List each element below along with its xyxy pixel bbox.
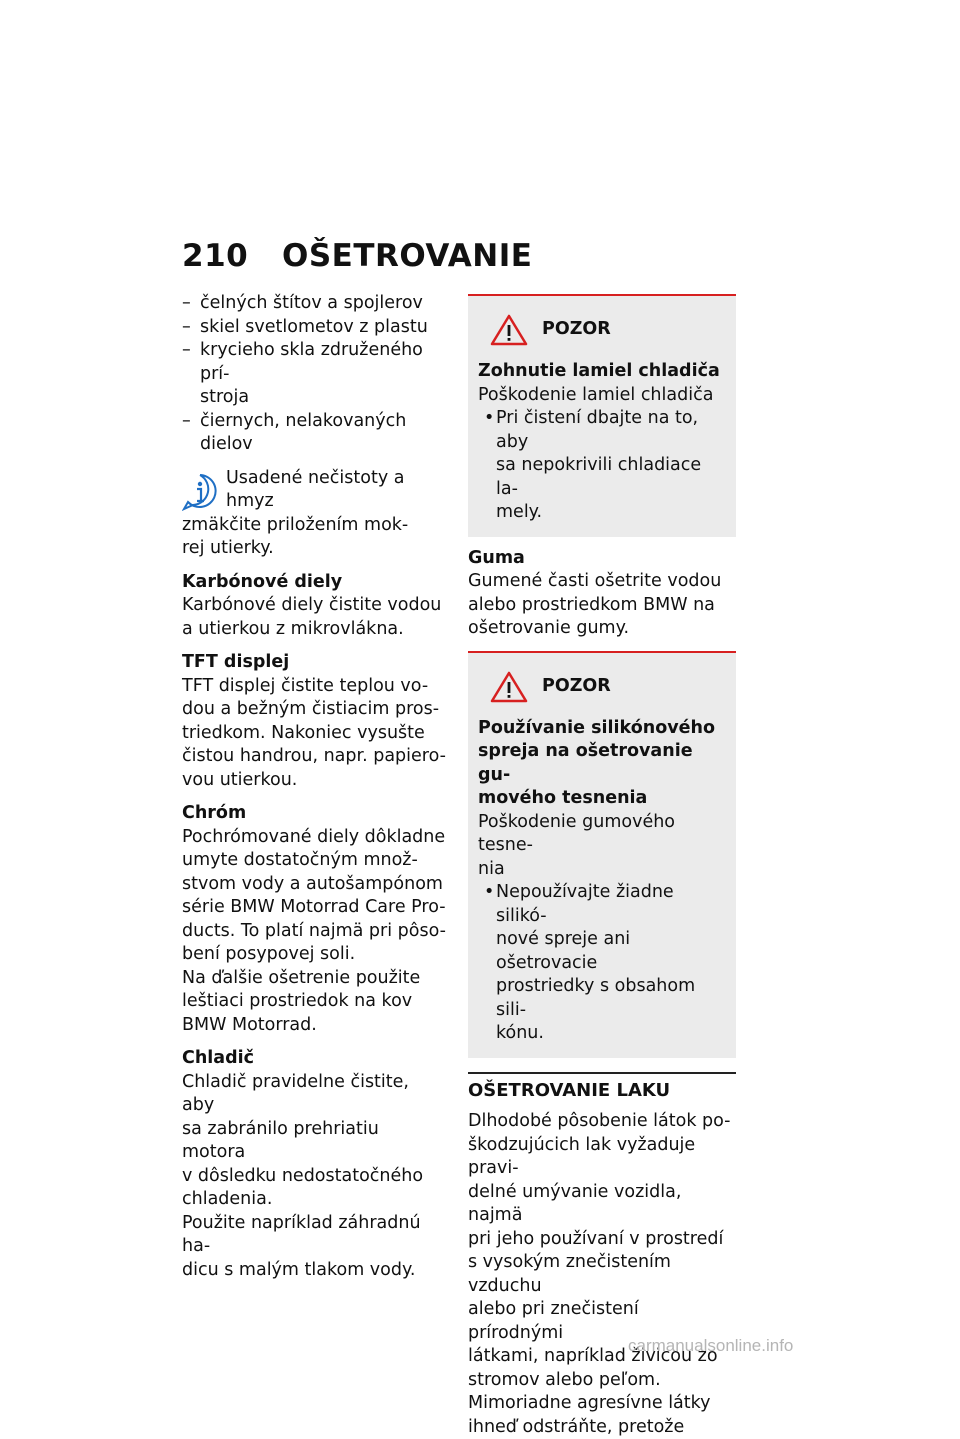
watermark: carmanualsonline.info [628, 1336, 794, 1355]
left-column: – čelných štítov a spojlerov – skiel svetlometov z plastu – krycieho skla združeného prí- stroja – čiernych, nelakovaných dielov Usadené nečistoty a hmyz zmäkčite priložením mok- rej utierky. Karbónové diely Karbónové diely čistite vodou a utierkou z mikrovlákna. TFT displej TFT displej čistite teplou vo- dou a bežným čistiacim pros- triedkom. Nakoniec vysušte čistou handrou, napr. papiero- vou utierkou. Chróm Pochrómované diely dôkladne umyte dostatočným množ- stvom vody a autošampónom série BMW Motorrad Care Pro- ducts. To platí najmä pri pôso- bení posypovej soli. Na ďalšie ošetrenie použite leštiaci prostriedok na kov BMW Motorrad. Chladič Chladič pravidelne čistite, aby sa zabránilo prehriatiu motora v dôsledku nedostatočného chladenia. Použite napríklad záhradnú ha- dicu s malým tlakom vody. [182, 293, 446, 1280]
list-item: • Nepoužívajte žiadne silikó- [484, 882, 674, 926]
section-heading: OŠETROVANIE LAKU [468, 1072, 736, 1103]
warning-triangle-icon [490, 314, 528, 346]
warning-box: POZOR Zohnutie lamiel chladiča Poškodenie lamiel chladiča • Pri čistení dbajte na to, aby sa nepokrivili chladiace la- mely. [468, 294, 736, 537]
list-item: – skiel svetlometov z plastu [182, 316, 428, 337]
chrome-heading: Chróm [182, 803, 247, 823]
right-column: POZOR Zohnutie lamiel chladiča Poškodenie lamiel chladiča • Pri čistení dbajte na to, aby sa nepokrivili chladiace la- mely. Guma Gumené časti ošetrite vodou alebo prostriedkom BMW na ošetrovanie gumy. POZOR Používanie silikónového spreja na ošetrovanie gu- mového tesnenia Poškodenie gumového tesne- nia • Nepoužívajte žiadne silikó- nové spreje ani ošetrovacie prostriedky s obsahom sili- kónu. OŠETROVANIE LAKU Dlhodobé pôsobenie látok po- škodzujúcich lak vyžaduje pravi- delné umývanie vozidla, najmä pri jeho používaní v prostredí s vysokým znečistením vzduchu alebo pri znečistení prírodnými látkami, napríklad živicou zo stromov alebo peľom. Mimoriadne agresívne látky ihneď odstráňte, pretože [468, 294, 736, 1439]
tft-heading: TFT displej [182, 652, 290, 672]
list-item: • Pri čistení dbajte na to, aby [484, 408, 699, 452]
carbon-heading: Karbónové diely [182, 571, 343, 592]
page-header [182, 238, 532, 274]
warning-triangle-icon [490, 671, 528, 703]
page-title: OŠETROVANIE [282, 238, 533, 274]
list-item: – krycieho skla združeného prí- [182, 340, 423, 384]
rubber-heading: Guma [468, 547, 525, 568]
cooler-heading: Chladič [182, 1048, 255, 1068]
info-note: Usadené nečistoty a hmyz zmäkčite priložením mok- rej utierky. [182, 467, 409, 558]
list-item: – čelných štítov a spojlerov [182, 293, 423, 313]
warning-box: POZOR Používanie silikónového spreja na ošetrovanie gu- mového tesnenia Poškodenie gumového tesne- nia • Nepoužívajte žiadne silikó- nové spreje ani ošetrovacie prostriedky s obsahom sili- kónu. [468, 651, 736, 1058]
warning-label: POZOR [542, 675, 611, 696]
list-item: – čiernych, nelakovaných dielov [182, 410, 407, 454]
warning-heading: Používanie silikónového [478, 717, 715, 738]
warning-label: POZOR [542, 319, 611, 340]
warning-heading: Zohnutie lamiel chladiča [478, 361, 720, 381]
list-item-continued: stroja [200, 387, 250, 407]
page-number: 210 [182, 238, 249, 274]
info-icon [182, 473, 218, 511]
